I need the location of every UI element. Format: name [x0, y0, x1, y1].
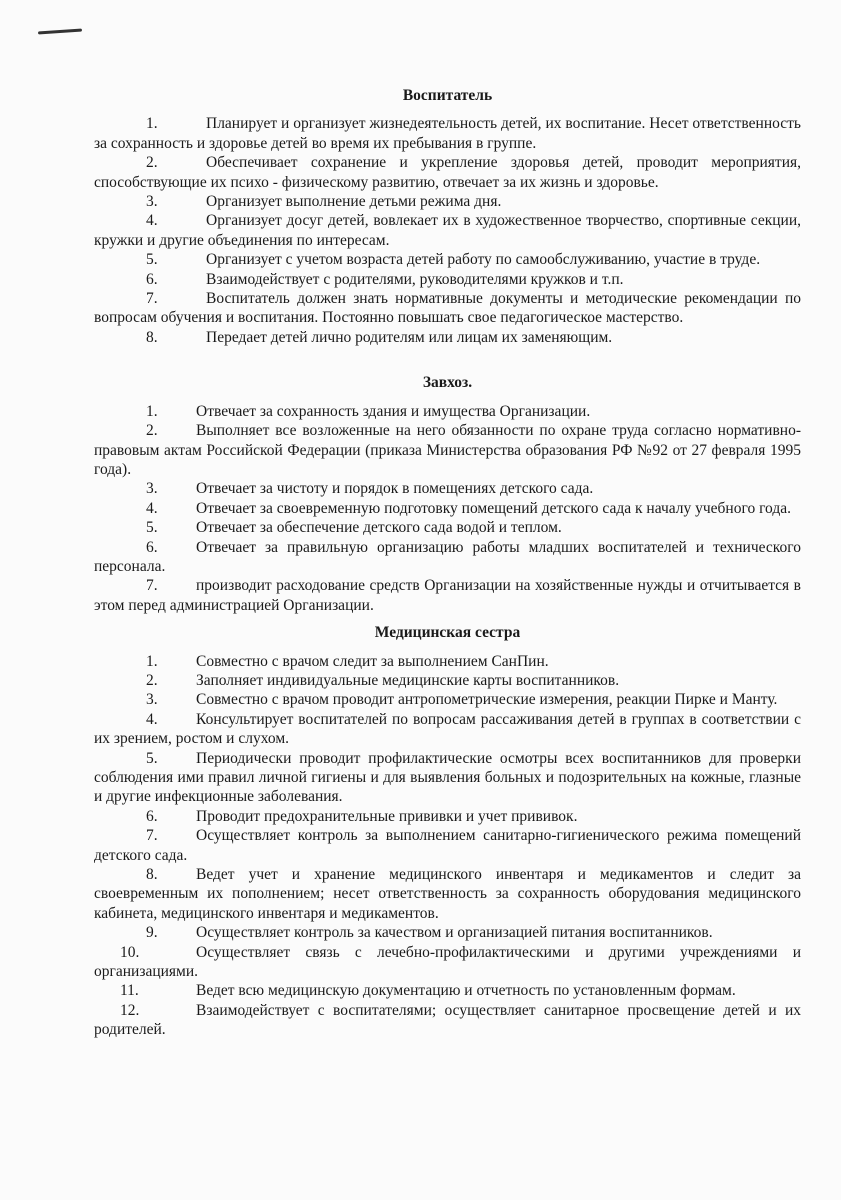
section-title: Воспитатель — [402, 87, 493, 104]
item-number: 5. — [146, 251, 158, 269]
item-text: Обеспечивает сохранение и укрепление здоровья детей, проводит мероприятия, способствующие их психо - физическому развитию, отвечает за их жизнь и здоровье. — [94, 154, 801, 191]
list-item — [94, 981, 801, 1000]
list-item — [94, 114, 801, 153]
item-text: Заполняет индивидуальные медицинские карты воспитанников. — [196, 671, 620, 689]
list-item — [94, 499, 801, 518]
item-number: 4. — [146, 212, 158, 230]
item-text: Осуществляет связь с лечебно-профилактическими и другими учреждениями и организациями. — [94, 943, 801, 981]
item-text: Отвечает за чистоту и порядок в помещениях детского сада. — [196, 480, 594, 498]
item-number: 1. — [146, 652, 158, 670]
list-item — [94, 518, 801, 537]
item-number: 2. — [146, 671, 158, 689]
item-number: 7. — [146, 827, 158, 845]
item-text: Планирует и организует жизнедеятельность детей, их воспитание. Несет ответственность за сохранность и здоровье детей во время их пребывания в группе. — [94, 115, 801, 152]
list-item — [94, 538, 801, 577]
item-number: 2. — [146, 422, 158, 440]
item-text: Консультирует воспитателей по вопросам рассаживания детей в группах в соответствии с их зрением, ростом и слухом. — [94, 710, 801, 748]
section-title: Медицинская сестра — [374, 624, 521, 642]
list-item — [94, 943, 801, 982]
item-number: 3. — [146, 193, 158, 211]
list-item — [94, 865, 801, 923]
list-item — [94, 153, 801, 192]
list-item — [94, 923, 801, 942]
item-number: 4. — [146, 499, 158, 517]
list-item — [94, 826, 801, 865]
item-text: Выполняет все возложенные на него обязанности по охране труда согласно нормативно-правовым актам Российской Федерации (приказа Министерства образования РФ №92 от 27 февраля 1995 года). — [94, 422, 801, 478]
duties-list — [94, 652, 801, 1040]
list-item — [94, 671, 801, 690]
item-text: Организует с учетом возраста детей работу по самообслуживанию, участие в труде. — [206, 251, 761, 269]
list-item — [94, 807, 801, 826]
list-item — [94, 1001, 801, 1040]
item-number: 5. — [146, 519, 158, 537]
item-text: Отвечает за правильную организацию работы младших воспитателей и технического персонала. — [94, 538, 801, 575]
item-text: Взаимодействует с воспитателями; осуществляет санитарное просвещение детей и их родителей. — [94, 1001, 801, 1039]
item-number: 6. — [146, 270, 158, 288]
list-item — [94, 710, 801, 749]
document-body — [94, 86, 801, 1040]
item-number: 8. — [146, 328, 158, 346]
item-number: 3. — [146, 480, 158, 498]
item-number: 12. — [120, 1001, 140, 1019]
item-text: Проводит предохранительные прививки и учет прививок. — [196, 807, 578, 825]
pen-mark — [38, 28, 82, 34]
list-item — [94, 289, 801, 328]
item-number: 8. — [146, 866, 158, 884]
item-number: 9. — [146, 924, 158, 942]
list-item — [94, 690, 801, 709]
item-text: Передает детей лично родителям или лицам их заменяющим. — [206, 328, 613, 346]
list-item — [94, 211, 801, 250]
duties-list — [94, 402, 801, 615]
item-text: Организует выполнение детьми режима дня. — [206, 193, 502, 211]
list-item — [94, 479, 801, 498]
section-vospitatel — [94, 86, 801, 347]
item-text: Отвечает за обеспечение детского сада водой и теплом. — [196, 519, 562, 537]
item-text: Совместно с врачом проводит антропометрические измерения, реакции Пирке и Манту. — [196, 691, 778, 709]
item-number: 7. — [146, 577, 158, 595]
item-number: 4. — [146, 710, 158, 728]
item-number: 10. — [120, 943, 140, 961]
item-text: Осуществляет контроль за качеством и организацией питания воспитанников. — [196, 924, 713, 942]
list-item — [94, 652, 801, 671]
item-text: Отвечает за своевременную подготовку помещений детского сада к началу учебного года. — [196, 499, 791, 517]
list-item — [94, 749, 801, 807]
item-number: 5. — [146, 749, 158, 767]
item-text: Отвечает за сохранность здания и имущества Организации. — [196, 402, 591, 420]
item-number: 1. — [146, 115, 158, 133]
item-number: 7. — [146, 290, 158, 308]
item-number: 11. — [120, 982, 139, 1000]
item-text: Взаимодействует с родителями, руководителями кружков и т.п. — [206, 270, 624, 288]
item-text: Воспитатель должен знать нормативные документы и методические рекомендации по вопросам обучения и воспитания. Постоянно повышать свое педагогическое мастерство. — [94, 290, 801, 327]
item-text: Периодически проводит профилактические осмотры всех воспитанников для проверки соблюдения ими правил личной гигиены и для выявления больных и подозрительных на кожные, глазные и другие инфекционные заболевания. — [94, 749, 801, 806]
list-item — [94, 576, 801, 615]
list-item — [94, 328, 801, 347]
item-text: производит расходование средств Организации на хозяйственные нужды и отчитывается в этом перед администрацией Организации. — [94, 577, 801, 614]
item-text: Организует досуг детей, вовлекает их в художественное творчество, спортивные секции, кружки и другие объединения по интересам. — [94, 212, 801, 249]
list-item — [94, 402, 801, 421]
section-zavkhoz — [94, 373, 801, 615]
item-number: 3. — [146, 691, 158, 709]
item-text: Осуществляет контроль за выполнением санитарно-гигиенического режима помещений детского сада. — [94, 827, 801, 864]
section-medsestra — [94, 623, 801, 1040]
section-title: Завхоз. — [422, 374, 473, 392]
item-number: 2. — [146, 154, 158, 172]
item-text: Ведет всю медицинскую документацию и отчетность по установленным формам. — [196, 982, 736, 1000]
duties-list — [94, 114, 801, 347]
list-item — [94, 250, 801, 269]
item-text: Совместно с врачом следит за выполнением СанПин. — [196, 652, 549, 670]
item-number: 1. — [146, 402, 158, 420]
list-item — [94, 270, 801, 289]
item-number: 6. — [146, 538, 158, 556]
item-text: Ведет учет и хранение медицинского инвентаря и медикаментов и следит за своевременным их пополнением; несет ответственность за сохранность оборудования медицинского кабинета, медицинского инвентаря и медикаментов. — [94, 866, 801, 922]
list-item — [94, 421, 801, 479]
item-number: 6. — [146, 807, 158, 825]
list-item — [94, 192, 801, 211]
